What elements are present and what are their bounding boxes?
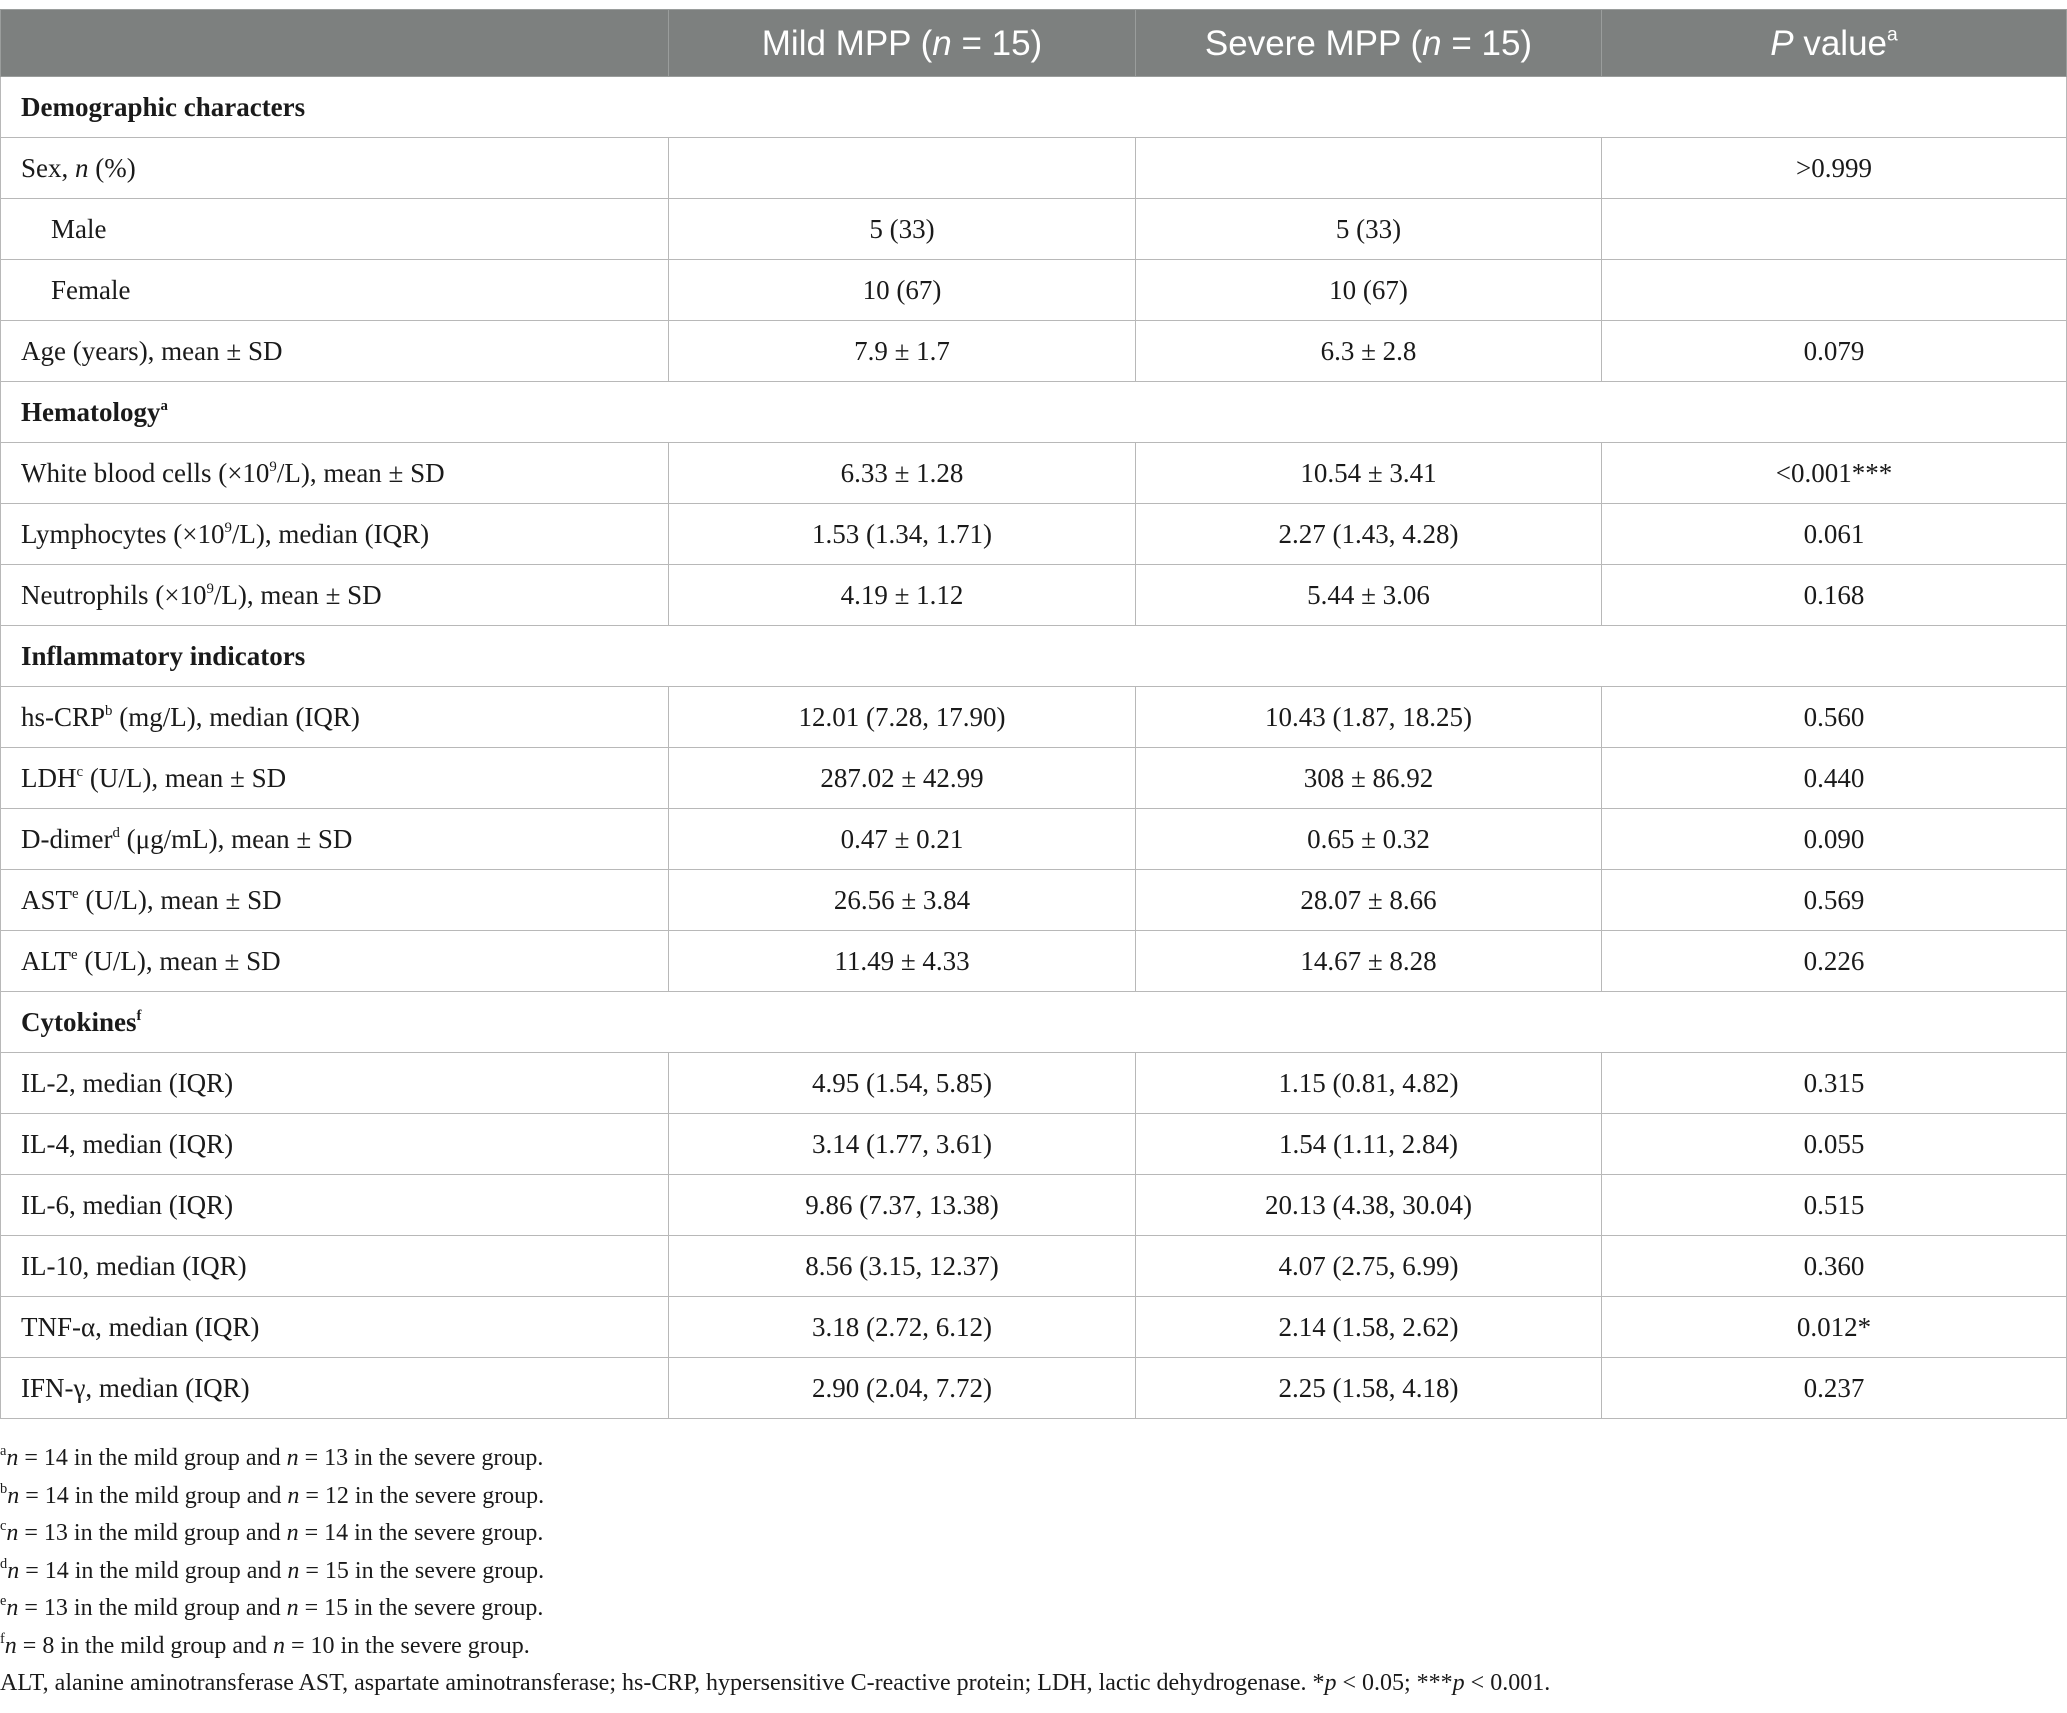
cell-severe: 5 (33) bbox=[1136, 199, 1602, 260]
section-row bbox=[1, 77, 2067, 138]
cell-severe: 28.07 ± 8.66 bbox=[1136, 870, 1602, 931]
table-row bbox=[1, 1053, 2067, 1114]
row-label-text: LDH bbox=[21, 762, 77, 793]
footnote-italic: p bbox=[1452, 1670, 1465, 1696]
footnote-text: = 14 in the mild group and bbox=[19, 1482, 288, 1509]
footnote-italic: n bbox=[4, 1632, 17, 1659]
cell-mild: 4.19 ± 1.12 bbox=[669, 565, 1136, 626]
footnote-italic: n bbox=[272, 1632, 285, 1659]
footnote-mark: f bbox=[136, 1007, 142, 1024]
row-label-text: (U/L), mean ± SD bbox=[78, 884, 282, 915]
cell-p-value: 0.315 bbox=[1602, 1053, 2067, 1114]
header-mild-n: n bbox=[932, 23, 952, 63]
footnote-mark: e bbox=[71, 946, 78, 963]
data-table-container bbox=[0, 9, 2067, 1419]
footnote-mark: e bbox=[72, 885, 79, 902]
table-row bbox=[1, 321, 2067, 382]
footnote-italic: n bbox=[287, 1482, 300, 1509]
footnote-italic: n bbox=[287, 1557, 300, 1584]
header-mild-mpp bbox=[669, 10, 1136, 77]
footnote-text: = 14 in the severe group. bbox=[298, 1520, 544, 1546]
section-row bbox=[1, 992, 2067, 1053]
cell-p-value: 0.012* bbox=[1602, 1297, 2067, 1358]
footnote-text: = 15 in the severe group. bbox=[298, 1595, 544, 1621]
table-row bbox=[1, 870, 2067, 931]
cell-severe: 2.27 (1.43, 4.28) bbox=[1136, 504, 1602, 565]
footnote-text: ALT, alanine aminotransferase AST, aspartate aminotransferase; hs-CRP, hypersensitive C-reactive protein; LDH, lactic dehydrogenase. * bbox=[0, 1670, 1325, 1696]
row-label-hs-crp bbox=[1, 687, 669, 748]
cell-mild: 10 (67) bbox=[669, 260, 1136, 321]
header-severe-mpp bbox=[1136, 10, 1602, 77]
row-label-il6: IL-6, median (IQR) bbox=[1, 1175, 669, 1236]
footnote-d bbox=[0, 1553, 1550, 1591]
footnote-text: = 10 in the severe group. bbox=[284, 1632, 530, 1659]
footnote-italic: n bbox=[7, 1557, 20, 1584]
row-label-il2: IL-2, median (IQR) bbox=[1, 1053, 669, 1114]
row-label-text: AST bbox=[21, 884, 73, 915]
cell-p-value: 0.515 bbox=[1602, 1175, 2067, 1236]
table-row bbox=[1, 138, 2067, 199]
row-label-text: Neutrophils (×10 bbox=[21, 579, 207, 610]
header-mild-count: = 15) bbox=[951, 23, 1043, 63]
table-header-row bbox=[1, 10, 2067, 77]
abbreviations-note bbox=[0, 1665, 1550, 1703]
row-label-ast bbox=[1, 870, 669, 931]
footnote-text: = 14 in the mild group and bbox=[19, 1557, 288, 1584]
table-row bbox=[1, 565, 2067, 626]
cell-mild bbox=[669, 138, 1136, 199]
table-row bbox=[1, 1236, 2067, 1297]
cell-p-value: 0.226 bbox=[1602, 931, 2067, 992]
header-severe-count: = 15) bbox=[1441, 23, 1533, 63]
footnote-mark: b bbox=[0, 1480, 8, 1497]
superscript: 9 bbox=[224, 519, 232, 536]
cell-p-value: 0.440 bbox=[1602, 748, 2067, 809]
cell-mild: 6.33 ± 1.28 bbox=[669, 443, 1136, 504]
table-row bbox=[1, 504, 2067, 565]
cell-mild: 9.86 (7.37, 13.38) bbox=[669, 1175, 1136, 1236]
cell-mild: 26.56 ± 3.84 bbox=[669, 870, 1136, 931]
footnote-text: = 8 in the mild group and bbox=[16, 1632, 273, 1659]
characteristics-table bbox=[0, 9, 2067, 1419]
header-p-value bbox=[1602, 10, 2067, 77]
row-label-female: Female bbox=[1, 260, 669, 321]
table-row bbox=[1, 1114, 2067, 1175]
footnote-mark: f bbox=[0, 1630, 5, 1647]
row-label-text: /L), mean ± SD bbox=[276, 457, 445, 488]
cell-mild: 287.02 ± 42.99 bbox=[669, 748, 1136, 809]
header-p-italic: P bbox=[1770, 23, 1794, 63]
footnote-italic: n bbox=[6, 1520, 19, 1546]
footnote-text: = 12 in the severe group. bbox=[299, 1482, 545, 1509]
cell-mild: 8.56 (3.15, 12.37) bbox=[669, 1236, 1136, 1297]
row-label-wbc bbox=[1, 443, 669, 504]
section-label: Hematology bbox=[21, 396, 161, 427]
cell-severe: 2.25 (1.58, 4.18) bbox=[1136, 1358, 1602, 1419]
table-row bbox=[1, 443, 2067, 504]
row-label-text: /L), median (IQR) bbox=[231, 518, 430, 549]
header-severe-n: n bbox=[1422, 23, 1442, 63]
row-label-male: Male bbox=[1, 199, 669, 260]
header-severe-text: Severe MPP ( bbox=[1204, 23, 1423, 63]
cell-mild: 4.95 (1.54, 5.85) bbox=[669, 1053, 1136, 1114]
cell-severe: 4.07 (2.75, 6.99) bbox=[1136, 1236, 1602, 1297]
cell-p-value bbox=[1602, 199, 2067, 260]
footnote-italic: n bbox=[286, 1520, 299, 1546]
table-row bbox=[1, 260, 2067, 321]
row-label-ifn-gamma: IFN-γ, median (IQR) bbox=[1, 1358, 669, 1419]
cell-mild: 11.49 ± 4.33 bbox=[669, 931, 1136, 992]
cell-mild: 7.9 ± 1.7 bbox=[669, 321, 1136, 382]
cell-mild: 0.47 ± 0.21 bbox=[669, 809, 1136, 870]
cell-severe: 0.65 ± 0.32 bbox=[1136, 809, 1602, 870]
cell-p-value: 0.090 bbox=[1602, 809, 2067, 870]
cell-severe: 1.15 (0.81, 4.82) bbox=[1136, 1053, 1602, 1114]
cell-severe: 2.14 (1.58, 2.62) bbox=[1136, 1297, 1602, 1358]
cell-p-value: 0.061 bbox=[1602, 504, 2067, 565]
cell-mild: 2.90 (2.04, 7.72) bbox=[669, 1358, 1136, 1419]
cell-p-value: 0.055 bbox=[1602, 1114, 2067, 1175]
table-footnotes bbox=[0, 1440, 1550, 1703]
cell-severe: 5.44 ± 3.06 bbox=[1136, 565, 1602, 626]
cell-p-value: <0.001*** bbox=[1602, 443, 2067, 504]
cell-severe: 10.54 ± 3.41 bbox=[1136, 443, 1602, 504]
cell-p-value: 0.168 bbox=[1602, 565, 2067, 626]
table-row bbox=[1, 809, 2067, 870]
row-label-ldh bbox=[1, 748, 669, 809]
table-row bbox=[1, 199, 2067, 260]
row-label-neutrophils bbox=[1, 565, 669, 626]
row-label-text: Lymphocytes (×10 bbox=[21, 518, 225, 549]
cell-severe: 10 (67) bbox=[1136, 260, 1602, 321]
row-label-text: D-dimer bbox=[21, 823, 113, 854]
footnote-italic: n bbox=[286, 1595, 299, 1621]
superscript: 9 bbox=[269, 458, 277, 475]
footnote-mark: e bbox=[0, 1592, 7, 1609]
cell-mild: 3.18 (2.72, 6.12) bbox=[669, 1297, 1136, 1358]
section-label: Cytokines bbox=[21, 1006, 137, 1037]
footnote-mark: c bbox=[76, 763, 84, 780]
footnote-italic: p bbox=[1324, 1670, 1337, 1696]
row-label-text: Sex, bbox=[21, 152, 75, 183]
cell-p-value: >0.999 bbox=[1602, 138, 2067, 199]
row-label-sex bbox=[1, 138, 669, 199]
header-mild-text: Mild MPP ( bbox=[761, 23, 933, 63]
row-label-text: (%) bbox=[88, 152, 136, 183]
section-inflammatory: Inflammatory indicators bbox=[1, 626, 2067, 687]
footnote-mark: d bbox=[0, 1555, 8, 1572]
row-label-alt bbox=[1, 931, 669, 992]
cell-severe: 6.3 ± 2.8 bbox=[1136, 321, 1602, 382]
footnote-italic: n bbox=[7, 1482, 20, 1509]
cell-severe: 20.13 (4.38, 30.04) bbox=[1136, 1175, 1602, 1236]
footnote-mark: d bbox=[112, 824, 120, 841]
footnote-italic: n bbox=[286, 1445, 299, 1471]
cell-severe: 14.67 ± 8.28 bbox=[1136, 931, 1602, 992]
cell-severe bbox=[1136, 138, 1602, 199]
footnote-text: = 14 in the mild group and bbox=[18, 1445, 287, 1471]
section-demographic: Demographic characters bbox=[1, 77, 2067, 138]
footnote-text: = 15 in the severe group. bbox=[299, 1557, 545, 1584]
footnote-e bbox=[0, 1590, 1550, 1628]
cell-mild: 1.53 (1.34, 1.71) bbox=[669, 504, 1136, 565]
footnote-italic: n bbox=[6, 1445, 19, 1471]
footnote-mark: a bbox=[0, 1442, 7, 1459]
table-row bbox=[1, 1175, 2067, 1236]
row-label-text: (μg/mL), mean ± SD bbox=[119, 823, 353, 854]
footnote-text: < 0.001. bbox=[1464, 1670, 1551, 1696]
row-label-text: ALT bbox=[21, 945, 72, 976]
footnote-mark: a bbox=[160, 397, 168, 414]
row-label-il4: IL-4, median (IQR) bbox=[1, 1114, 669, 1175]
table-row bbox=[1, 931, 2067, 992]
header-p-text: value bbox=[1793, 23, 1888, 63]
cell-mild: 12.01 (7.28, 17.90) bbox=[669, 687, 1136, 748]
footnote-b bbox=[0, 1478, 1550, 1516]
cell-severe: 1.54 (1.11, 2.84) bbox=[1136, 1114, 1602, 1175]
footnote-text: = 13 in the mild group and bbox=[18, 1520, 287, 1546]
row-label-text: (U/L), mean ± SD bbox=[77, 945, 281, 976]
table-row bbox=[1, 687, 2067, 748]
cell-p-value: 0.360 bbox=[1602, 1236, 2067, 1297]
cell-p-value: 0.560 bbox=[1602, 687, 2067, 748]
superscript: 9 bbox=[206, 580, 214, 597]
footnote-mark: c bbox=[0, 1517, 7, 1534]
table-row bbox=[1, 748, 2067, 809]
row-label-il10: IL-10, median (IQR) bbox=[1, 1236, 669, 1297]
footnote-text: < 0.05; *** bbox=[1336, 1670, 1453, 1696]
row-label-age: Age (years), mean ± SD bbox=[1, 321, 669, 382]
cell-p-value: 0.079 bbox=[1602, 321, 2067, 382]
footnote-c bbox=[0, 1515, 1550, 1553]
section-row bbox=[1, 626, 2067, 687]
header-blank-cell bbox=[1, 10, 669, 77]
row-label-text: White blood cells (×10 bbox=[21, 457, 270, 488]
cell-p-value: 0.569 bbox=[1602, 870, 2067, 931]
table-row bbox=[1, 1297, 2067, 1358]
cell-p-value bbox=[1602, 260, 2067, 321]
row-label-d-dimer bbox=[1, 809, 669, 870]
section-cytokines bbox=[1, 992, 2067, 1053]
footnote-mark: b bbox=[105, 702, 113, 719]
footnote-text: = 13 in the severe group. bbox=[298, 1445, 544, 1471]
cell-mild: 5 (33) bbox=[669, 199, 1136, 260]
footnote-a bbox=[0, 1440, 1550, 1478]
row-label-tnf-alpha: TNF-α, median (IQR) bbox=[1, 1297, 669, 1358]
cell-severe: 308 ± 86.92 bbox=[1136, 748, 1602, 809]
header-p-footnote-mark: a bbox=[1887, 24, 1898, 46]
cell-mild: 3.14 (1.77, 3.61) bbox=[669, 1114, 1136, 1175]
row-label-lymphocytes bbox=[1, 504, 669, 565]
footnote-italic: n bbox=[6, 1595, 19, 1621]
cell-p-value: 0.237 bbox=[1602, 1358, 2067, 1419]
row-label-italic: n bbox=[75, 152, 89, 183]
row-label-text: hs-CRP bbox=[21, 701, 106, 732]
footnote-f bbox=[0, 1628, 1550, 1666]
row-label-text: (mg/L), median (IQR) bbox=[112, 701, 360, 732]
row-label-text: (U/L), mean ± SD bbox=[83, 762, 287, 793]
cell-severe: 10.43 (1.87, 18.25) bbox=[1136, 687, 1602, 748]
table-row bbox=[1, 1358, 2067, 1419]
row-label-text: /L), mean ± SD bbox=[213, 579, 382, 610]
section-row bbox=[1, 382, 2067, 443]
section-hematology bbox=[1, 382, 2067, 443]
footnote-text: = 13 in the mild group and bbox=[18, 1595, 287, 1621]
